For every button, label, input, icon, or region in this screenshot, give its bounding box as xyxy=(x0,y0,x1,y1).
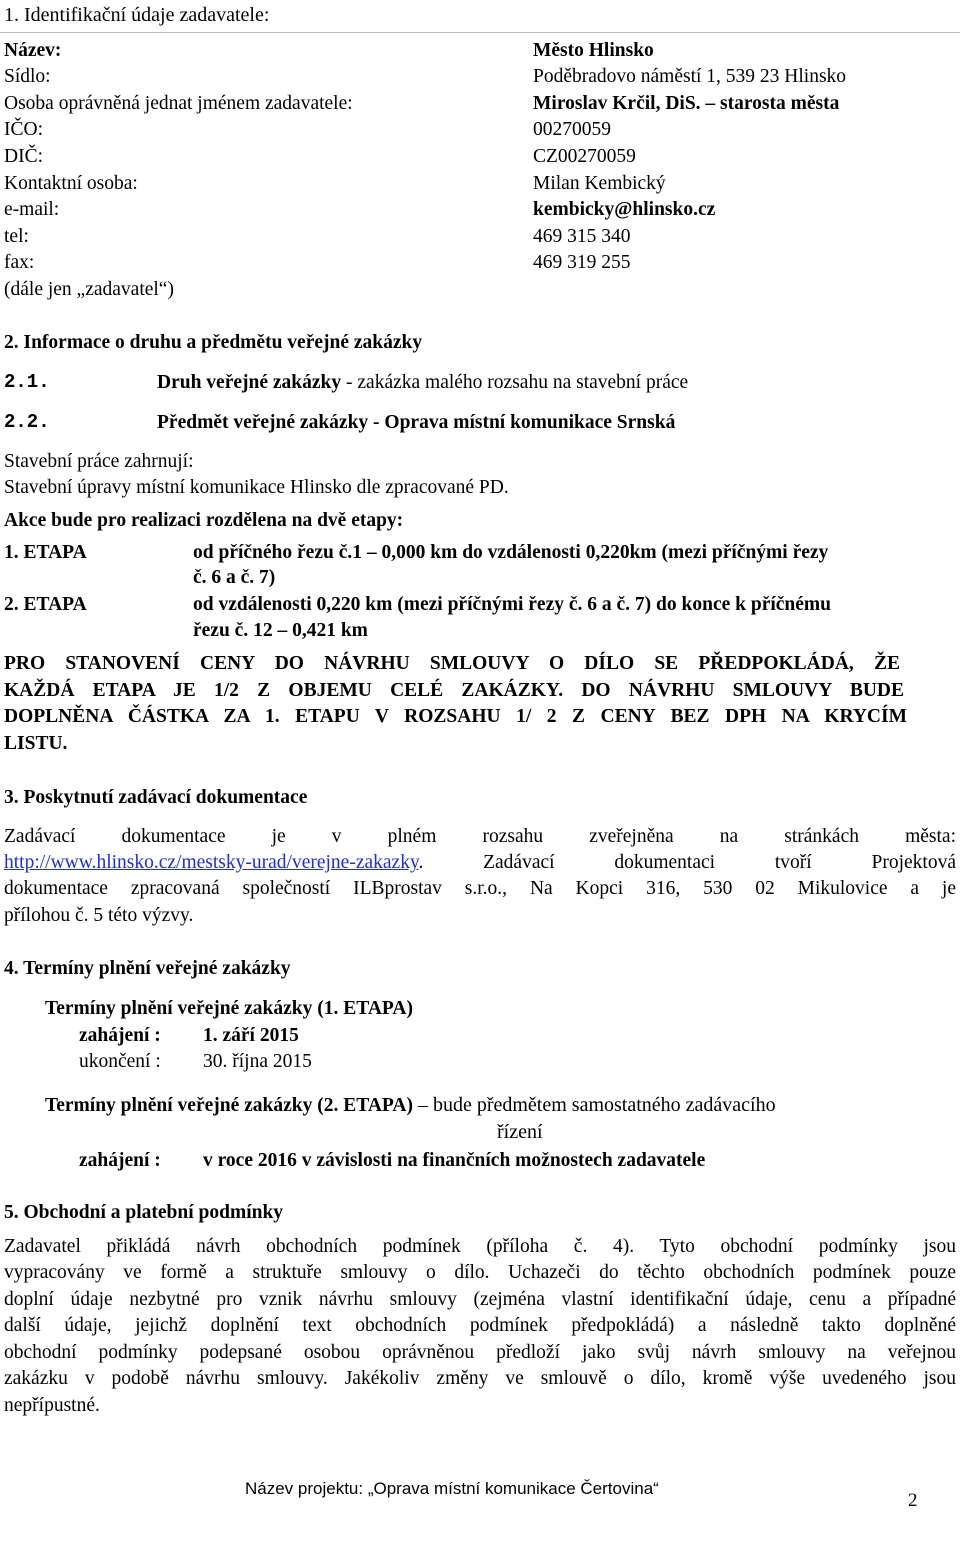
docs-line-4: přílohou č. 5 této výzvy. xyxy=(4,905,194,926)
label-kontakt: Kontaktní osoba: xyxy=(4,173,138,194)
conditions-line: obchodní podmínky podepsané osobou oprávněnou předloží jako svůj návrh smlouvy na veřejnou xyxy=(4,1342,956,1363)
label-dic: DIČ: xyxy=(4,146,43,167)
value-sidlo: Poděbradovo náměstí 1, 539 23 Hlinsko xyxy=(533,66,847,87)
value-fax: 469 319 255 xyxy=(533,252,631,273)
sub-2-1-rest: - zakázka malého rozsahu na stavební práce xyxy=(341,372,689,393)
label-sidlo: Sídlo: xyxy=(4,66,51,87)
stage-1-line-1: od příčného řezu č.1 – 0,000 km do vzdálenosti 0,220km (mezi příčnými řezy xyxy=(193,542,829,563)
etapa-2-start-value: v roce 2016 v závislosti na finančních možnostech zadavatele xyxy=(203,1150,706,1171)
conditions-line: vypracovány ve formě a struktuře smlouvy o dílo. Uchazeči do těchto obchodních podmínek pouze xyxy=(4,1262,956,1283)
stage-2-label: 2. ETAPA xyxy=(4,594,87,615)
conditions-line: další údaje, jejichž doplnění text obchodních podmínek předpokládá) a následně takto doplněné xyxy=(4,1315,956,1336)
value-nazev: Město Hlinsko xyxy=(533,40,654,61)
value-tel: 469 315 340 xyxy=(533,226,631,247)
works-intro: Stavební práce zahrnují: xyxy=(4,451,194,472)
price-notice-line: DOPLNĚNA ČÁSTKA ZA 1. ETAPU V ROZSAHU 1/ 2 Z CENY BEZ DPH NA KRYCÍM xyxy=(4,706,907,727)
etapa-1-start-label: zahájení : xyxy=(79,1025,161,1046)
page-number: 2 xyxy=(908,1490,918,1511)
stage-1-line-2: č. 6 a č. 7) xyxy=(193,567,276,588)
sub-2-1-title: Druh veřejné zakázky xyxy=(157,372,342,393)
works-text: Stavební úpravy místní komunikace Hlinsko dle zpracované PD. xyxy=(4,477,509,498)
sub-2-2-title: Předmět veřejné zakázky - Oprava místní komunikace Srnská xyxy=(157,412,676,433)
etapa-2-rest-2: řízení xyxy=(497,1121,543,1143)
etapa-2-rest: – bude předmětem samostatného zadávacího xyxy=(412,1094,776,1116)
stages-intro: Akce bude pro realizaci rozdělena na dvě etapy: xyxy=(4,510,404,531)
price-notice-line: LISTU. xyxy=(4,733,68,754)
section-1-heading: 1. Identifikační údaje zadavatele: xyxy=(4,4,270,26)
footer-project: Název projektu: „Oprava místní komunikace Čertovina“ xyxy=(245,1479,659,1498)
value-dic: CZ00270059 xyxy=(533,146,636,167)
conditions-line: zakázku v podobě návrhu smlouvy. Jakékoliv změny ve smlouvě o dílo, kromě výše uvedeného jsou xyxy=(4,1368,956,1389)
docs-line-3: dokumentace zpracovaná společností ILBprostav s.r.o., Na Kopci 316, 530 02 Mikulovice a je xyxy=(4,878,956,899)
etapa-2-title: Termíny plnění veřejné zakázky (2. ETAPA) xyxy=(45,1095,413,1116)
stage-2-line-1: od vzdálenosti 0,220 km (mezi příčnými řezy č. 6 a č. 7) do konce k příčnému xyxy=(193,594,832,615)
value-ico: 00270059 xyxy=(533,119,611,140)
label-ico: IČO: xyxy=(4,119,43,140)
label-email: e-mail: xyxy=(4,199,60,220)
docs-line-2 xyxy=(4,852,956,874)
etapa-1-end-label: ukončení : xyxy=(79,1051,161,1072)
price-notice-line: KAŽDÁ ETAPA JE 1/2 Z OBJEMU CELÉ ZAKÁZKY. DO NÁVRHU SMLOUVY BUDE xyxy=(4,680,904,701)
stage-1-label: 1. ETAPA xyxy=(4,542,87,563)
value-kontakt: Milan Kembický xyxy=(533,173,666,194)
etapa-1-start-value: 1. září 2015 xyxy=(203,1025,299,1046)
conditions-line: nepřípustné. xyxy=(4,1395,100,1416)
conditions-line: Zadavatel přikládá návrh obchodních podmínek (příloha č. 4). Tyto obchodní podmínky jsou xyxy=(4,1236,956,1257)
stage-2-line-2: řezu č. 12 – 0,421 km xyxy=(193,620,368,641)
section-3-heading: 3. Poskytnutí zadávací dokumentace xyxy=(4,787,308,808)
label-tel: tel: xyxy=(4,226,29,247)
section-5-heading: 5. Obchodní a platební podmínky xyxy=(4,1202,284,1223)
etapa-2-title-line xyxy=(45,1094,776,1117)
conditions-line: doplní údaje nezbytné pro vznik návrhu smlouvy (zejména vlastní identifikační údaje, cenu a případné xyxy=(4,1289,956,1310)
price-notice-line: PRO STANOVENÍ CENY DO NÁVRHU SMLOUVY O DÍLO SE PŘEDPOKLÁDÁ, ŽE xyxy=(4,653,900,674)
sub-2-2-number: 2.2. xyxy=(4,411,50,433)
section-2-heading: 2. Informace o druhu a předmětu veřejné zakázky xyxy=(4,332,423,353)
etapa-1-title: Termíny plnění veřejné zakázky (1. ETAPA) xyxy=(45,998,413,1019)
sub-2-1-number: 2.1. xyxy=(4,371,50,393)
value-email: kembicky@hlinsko.cz xyxy=(533,199,716,220)
label-nazev: Název: xyxy=(4,40,62,61)
label-fax: fax: xyxy=(4,252,35,273)
etapa-2-start-label: zahájení : xyxy=(79,1150,161,1171)
value-osoba: Miroslav Krčil, DiS. – starosta města xyxy=(533,93,840,114)
section-4-heading: 4. Termíny plnění veřejné zakázky xyxy=(4,958,291,979)
docs-link[interactable]: http://www.hlinsko.cz/mestsky-urad/verejne-zakazky xyxy=(4,852,419,873)
label-osoba: Osoba oprávněná jednat jménem zadavatele: xyxy=(4,93,353,114)
zadavatel-note: (dále jen „zadavatel“) xyxy=(4,279,174,300)
heading-rule xyxy=(0,32,960,33)
sub-2-1-text xyxy=(157,372,688,394)
docs-line-2-rest: . Zadávací dokumentaci tvoří Projektová xyxy=(418,852,956,873)
docs-line-1: Zadávací dokumentace je v plném rozsahu zveřejněna na stránkách města: xyxy=(4,826,956,847)
etapa-1-end-value: 30. října 2015 xyxy=(203,1051,312,1072)
